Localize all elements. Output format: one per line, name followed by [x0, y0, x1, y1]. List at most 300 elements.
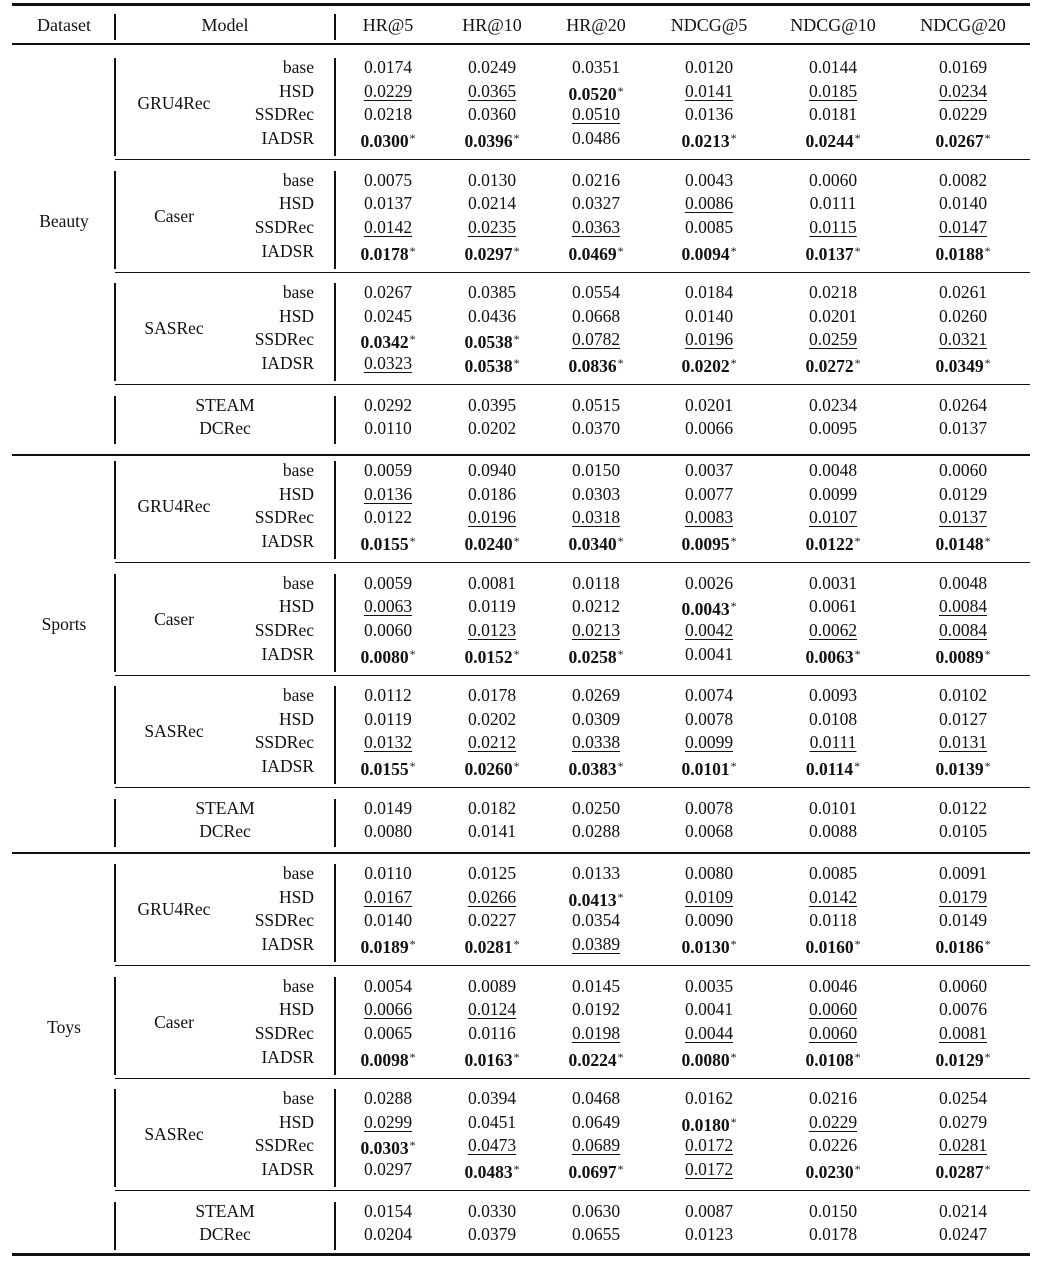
value-text: 0.0145 [571, 975, 621, 996]
metric-value [464, 240, 519, 262]
header-metric: NDCG@20 [920, 15, 1006, 35]
metric-value: 0.0630 [571, 1200, 621, 1221]
metric-value [809, 886, 857, 908]
value-text: 0.0229 [808, 1111, 858, 1132]
metric-value [572, 731, 620, 753]
value-text: 0.0060 [808, 999, 858, 1020]
metric-value [805, 643, 860, 665]
metric-value [685, 684, 733, 706]
significance-star: * [730, 1114, 737, 1129]
method-name: SSDRec [254, 619, 314, 640]
significance-star: * [617, 759, 624, 774]
method-name: HSD [278, 596, 314, 617]
metric-value [935, 127, 991, 152]
metric-value [805, 127, 861, 152]
metric-value [572, 459, 620, 481]
value-text: 0.0229 [363, 80, 413, 101]
backbone-name: SASRec [144, 721, 204, 741]
metric-value [685, 103, 733, 125]
value-text: 0.0169 [938, 57, 988, 77]
value-text: 0.0041 [684, 999, 734, 1020]
metric-value [360, 530, 416, 555]
group-divider [114, 686, 116, 784]
metric-value [810, 192, 857, 214]
value-text: 0.0048 [808, 460, 858, 480]
metric-value [939, 216, 987, 238]
metric-value: 0.0214 [938, 1200, 988, 1221]
significance-star: * [617, 1162, 624, 1177]
value-text: 0.0081 [467, 572, 517, 593]
value-text: 0.0260 [464, 759, 513, 780]
metric-value: 0.0379 [467, 1224, 517, 1245]
metric-value [685, 80, 733, 102]
metric-value [360, 127, 416, 152]
group-divider [334, 1202, 336, 1250]
significance-star: * [854, 937, 861, 952]
value-text: 0.0201 [808, 305, 858, 326]
significance-star: * [513, 131, 520, 146]
metric-value [809, 909, 856, 931]
metric-value [572, 595, 620, 617]
value-text: 0.0259 [808, 329, 858, 350]
metric-value: 0.0370 [571, 418, 621, 439]
value-text: 0.0114 [805, 759, 854, 780]
metric-value [364, 1087, 412, 1109]
metric-value [685, 619, 733, 641]
value-text: 0.0118 [809, 910, 857, 931]
value-text: 0.0150 [571, 460, 621, 480]
value-text: 0.0198 [571, 1022, 621, 1043]
metric-value [364, 1158, 412, 1180]
method-name: HSD [278, 886, 314, 907]
value-text: 0.0110 [364, 863, 412, 883]
metric-value [364, 708, 411, 730]
value-text: 0.0321 [938, 329, 988, 350]
metric-value [360, 755, 416, 780]
value-text: 0.0043 [681, 599, 730, 620]
metric-value [939, 684, 987, 706]
value-text: 0.0137 [363, 193, 413, 214]
metric-value [685, 643, 733, 665]
value-text: 0.0224 [568, 1049, 617, 1070]
metric-value: 0.0110 [364, 418, 412, 439]
metric-value: 0.0122 [938, 797, 988, 818]
value-text: 0.0046 [808, 975, 858, 996]
value-text: 0.0172 [684, 1135, 734, 1156]
value-text: 0.0140 [363, 910, 413, 931]
metric-value [468, 103, 516, 125]
group-divider [114, 977, 116, 1075]
significance-star: * [513, 356, 520, 371]
value-text: 0.0202 [681, 356, 730, 377]
value-text: 0.0303 [360, 1138, 409, 1159]
value-text: 0.0141 [684, 80, 734, 101]
metric-value [685, 216, 733, 238]
metric-value: 0.0247 [938, 1224, 988, 1245]
metric-value [939, 169, 987, 191]
significance-star: * [854, 356, 861, 371]
metric-value [464, 1158, 520, 1183]
value-text: 0.0394 [467, 1088, 517, 1108]
value-text: 0.0099 [808, 483, 858, 504]
method-name: IADSR [261, 353, 314, 374]
group-rule [115, 1078, 1030, 1079]
value-text: 0.0260 [938, 305, 988, 326]
metric-value [360, 1046, 415, 1068]
significance-star: * [854, 759, 861, 774]
metric-value: 0.0201 [684, 394, 734, 415]
value-text: 0.0140 [938, 193, 988, 214]
metric-value [360, 1134, 416, 1159]
value-text: 0.0178 [360, 243, 409, 264]
method-name: base [282, 169, 314, 190]
value-text: 0.0351 [571, 57, 621, 77]
metric-value [572, 56, 620, 78]
metric-value [809, 1087, 857, 1109]
value-text: 0.0048 [938, 572, 988, 593]
metric-value [468, 506, 516, 528]
value-text: 0.0060 [363, 619, 413, 640]
metric-value [468, 708, 516, 730]
metric-value [939, 483, 987, 505]
metric-value [809, 483, 857, 505]
metric-value [364, 998, 412, 1020]
metric-value: 0.0202 [467, 418, 517, 439]
metric-value [572, 1087, 620, 1109]
value-text: 0.0095 [681, 534, 730, 555]
metric-value: 0.0395 [467, 394, 517, 415]
baseline-name: STEAM [195, 394, 255, 415]
metric-value [364, 572, 412, 594]
value-text: 0.0062 [808, 619, 858, 640]
value-text: 0.0082 [938, 169, 988, 190]
group-divider [114, 574, 116, 672]
metric-value [364, 909, 412, 931]
metric-value: 0.0068 [684, 821, 734, 842]
value-text: 0.0244 [805, 131, 854, 152]
significance-star: * [409, 131, 416, 146]
backbone-name: Caser [154, 205, 194, 226]
metric-value [685, 192, 733, 214]
value-text: 0.0094 [681, 243, 730, 264]
metric-value [468, 998, 516, 1020]
metric-value [939, 305, 987, 327]
metric-value [364, 305, 412, 327]
metric-value [464, 328, 520, 353]
group-divider [114, 171, 116, 269]
metric-value [939, 1134, 987, 1156]
metric-value [572, 127, 620, 149]
value-text: 0.0360 [467, 104, 517, 125]
method-name: SSDRec [254, 329, 314, 350]
group-divider [334, 799, 336, 847]
metric-value [681, 530, 737, 555]
value-text: 0.0083 [684, 507, 734, 528]
metric-value [685, 1134, 733, 1156]
metric-value [809, 684, 857, 706]
value-text: 0.0160 [805, 937, 854, 958]
significance-star: * [409, 759, 416, 774]
value-text: 0.0218 [363, 104, 413, 125]
metric-value [685, 572, 733, 594]
header-metric: HR@5 [362, 15, 414, 35]
group-divider [114, 283, 116, 381]
value-text: 0.0109 [684, 886, 734, 907]
method-name: SSDRec [254, 104, 314, 125]
value-text: 0.0081 [938, 1022, 988, 1043]
metric-value [364, 731, 412, 753]
method-name: SSDRec [254, 507, 314, 528]
metric-value [364, 1022, 412, 1044]
metric-value [568, 886, 623, 908]
backbone-name: Caser [154, 608, 194, 629]
significance-star: * [730, 759, 737, 774]
value-text: 0.0044 [684, 1022, 734, 1043]
value-text: 0.0031 [808, 572, 858, 593]
group-divider [334, 461, 336, 559]
value-text: 0.0179 [938, 886, 988, 907]
value-text: 0.0287 [935, 1162, 984, 1183]
value-text: 0.0129 [935, 1049, 984, 1070]
metric-value [939, 1111, 987, 1133]
metric-value [809, 708, 857, 730]
value-text: 0.0281 [938, 1135, 988, 1156]
header-metric: NDCG@10 [790, 15, 876, 35]
metric-value [364, 1111, 412, 1133]
header-divider [114, 14, 116, 40]
metric-value [364, 619, 412, 641]
metric-value [805, 1158, 861, 1183]
metric-value [939, 56, 987, 78]
metric-value [572, 862, 620, 884]
value-text: 0.0196 [684, 329, 734, 350]
value-text: 0.0226 [808, 1135, 858, 1156]
significance-star: * [513, 937, 520, 952]
method-name: HSD [278, 1111, 314, 1132]
significance-star: * [409, 1138, 416, 1153]
metric-value [809, 169, 857, 191]
value-text: 0.0122 [805, 534, 854, 555]
metric-value: 0.0149 [363, 797, 413, 818]
value-text: 0.0111 [809, 732, 857, 753]
baseline-name: STEAM [195, 1200, 255, 1221]
significance-star: * [409, 646, 416, 661]
metric-value [364, 886, 412, 908]
group-divider [114, 864, 116, 962]
value-text: 0.0155 [360, 534, 409, 555]
value-text: 0.0218 [808, 282, 858, 302]
value-text: 0.0782 [571, 329, 621, 350]
value-text: 0.0060 [808, 169, 858, 190]
significance-star: * [513, 1049, 520, 1064]
metric-value [935, 530, 991, 555]
header-metric: HR@20 [566, 15, 626, 35]
value-text: 0.0235 [467, 216, 517, 237]
value-text: 0.0142 [808, 886, 858, 907]
value-text: 0.0697 [568, 1162, 617, 1183]
metric-value [809, 305, 857, 327]
metric-value [681, 352, 737, 377]
metric-value [805, 352, 861, 377]
metric-value [468, 80, 516, 102]
method-name: HSD [278, 708, 314, 729]
significance-star: * [513, 534, 520, 549]
value-text: 0.0689 [571, 1135, 621, 1156]
metric-value [468, 731, 516, 753]
metric-value [364, 862, 411, 884]
group-divider [114, 396, 116, 444]
metric-value [809, 572, 857, 594]
value-text: 0.0180 [681, 1114, 730, 1135]
metric-value [572, 998, 620, 1020]
metric-value [568, 755, 624, 780]
significance-star: * [409, 332, 416, 347]
value-text: 0.0098 [360, 1049, 409, 1070]
value-text: 0.0240 [464, 534, 513, 555]
significance-star: * [730, 1049, 737, 1064]
metric-value [809, 459, 857, 481]
metric-value: 0.0288 [571, 821, 621, 842]
metric-value [572, 103, 620, 125]
metric-value [360, 328, 416, 353]
metric-value [572, 506, 620, 528]
value-text: 0.0214 [467, 193, 517, 214]
value-text: 0.0269 [571, 685, 621, 705]
value-text: 0.0162 [684, 1088, 734, 1108]
metric-value [809, 1134, 857, 1156]
value-text: 0.0108 [805, 1049, 854, 1070]
metric-value: 0.0080 [363, 821, 413, 842]
metric-value [809, 80, 857, 102]
value-text: 0.0340 [568, 534, 617, 555]
value-text: 0.0063 [363, 596, 413, 617]
group-divider [334, 1089, 336, 1187]
metric-value [364, 80, 412, 102]
value-text: 0.0060 [938, 975, 988, 996]
value-text: 0.0396 [464, 131, 513, 152]
metric-value [572, 684, 620, 706]
metric-value [939, 192, 987, 214]
value-text: 0.0122 [363, 507, 413, 528]
value-text: 0.0202 [467, 708, 517, 729]
group-divider [334, 574, 336, 672]
value-text: 0.0413 [568, 889, 617, 910]
method-name: SSDRec [254, 1135, 314, 1156]
value-text: 0.0099 [684, 732, 734, 753]
metric-value: 0.0234 [808, 394, 858, 415]
metric-value [685, 506, 733, 528]
metric-value [939, 909, 987, 931]
metric-value [681, 1046, 736, 1068]
metric-value [572, 933, 620, 955]
group-divider [334, 283, 336, 381]
method-name: SSDRec [254, 732, 314, 753]
baseline-name: DCRec [199, 821, 251, 842]
value-text: 0.0186 [467, 483, 517, 504]
method-name: base [282, 975, 314, 996]
metric-value [685, 281, 733, 303]
metric-value [468, 305, 516, 327]
metric-value [809, 595, 857, 617]
significance-star: * [513, 759, 520, 774]
significance-star: * [984, 534, 991, 549]
value-text: 0.0668 [571, 305, 621, 326]
group-divider [334, 396, 336, 444]
value-text: 0.0510 [571, 104, 621, 125]
metric-value: 0.0141 [467, 821, 517, 842]
value-text: 0.0483 [464, 1162, 513, 1183]
metric-value [935, 1046, 990, 1068]
baseline-name: STEAM [195, 797, 255, 818]
value-text: 0.0102 [938, 685, 988, 705]
metric-value [935, 240, 990, 262]
metric-value [939, 619, 987, 641]
value-text: 0.0075 [363, 169, 413, 190]
value-text: 0.0119 [468, 596, 516, 617]
metric-value: 0.0264 [938, 394, 988, 415]
value-text: 0.0065 [363, 1022, 413, 1043]
value-text: 0.0120 [684, 57, 734, 77]
significance-star: * [984, 1162, 991, 1177]
metric-value [360, 933, 416, 958]
significance-star: * [617, 243, 624, 258]
group-divider [114, 461, 116, 559]
value-text: 0.0538 [464, 332, 513, 353]
value-text: 0.0212 [571, 596, 621, 617]
metric-value [939, 731, 987, 753]
metric-value [935, 933, 991, 958]
metric-value [809, 975, 857, 997]
metric-value [572, 975, 620, 997]
group-rule [115, 272, 1030, 273]
metric-value [809, 862, 857, 884]
metric-value [464, 1046, 519, 1068]
header-rule [12, 43, 1030, 45]
header-dataset: Dataset [37, 15, 91, 35]
value-text: 0.0118 [572, 572, 620, 593]
significance-star: * [984, 1049, 991, 1064]
significance-star: * [513, 332, 520, 347]
metric-value [360, 643, 415, 665]
metric-value [572, 708, 620, 730]
metric-value [468, 1022, 515, 1044]
metric-value [685, 169, 733, 191]
section-rule [12, 454, 1030, 456]
backbone-name: GRU4Rec [137, 93, 211, 113]
metric-value [685, 886, 733, 908]
value-text: 0.0229 [938, 104, 988, 125]
value-text: 0.0245 [363, 305, 413, 326]
significance-star: * [617, 889, 624, 904]
metric-value [805, 240, 860, 262]
significance-star: * [409, 243, 416, 258]
value-text: 0.0085 [808, 863, 858, 883]
value-text: 0.0063 [805, 646, 854, 667]
metric-value [464, 127, 520, 152]
metric-value: 0.0123 [684, 1224, 734, 1245]
value-text: 0.0213 [571, 619, 621, 640]
value-text: 0.0127 [938, 708, 988, 729]
value-text: 0.0142 [363, 216, 413, 237]
metric-value [681, 933, 737, 958]
significance-star: * [730, 243, 737, 258]
metric-value [685, 998, 733, 1020]
significance-star: * [854, 534, 861, 549]
metric-value [464, 530, 520, 555]
value-text: 0.0181 [808, 104, 858, 125]
value-text: 0.0300 [360, 131, 409, 152]
metric-value [939, 103, 987, 125]
